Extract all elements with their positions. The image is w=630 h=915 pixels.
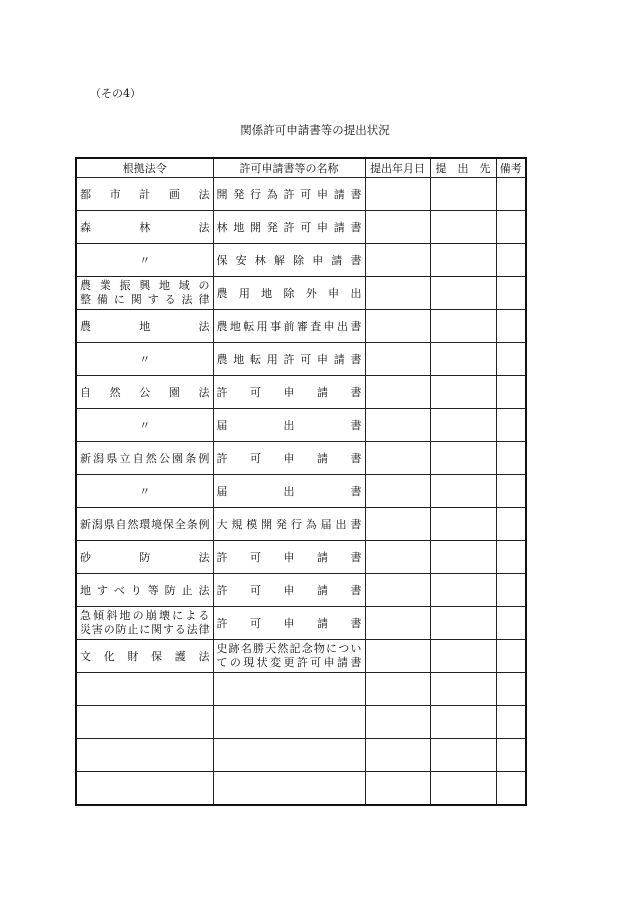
submission-date-cell <box>365 277 430 310</box>
header-remarks: 備考 <box>496 158 526 178</box>
table-row <box>76 442 526 475</box>
blank-cell <box>430 739 496 772</box>
blank-cell <box>496 706 526 739</box>
application-cell <box>213 409 365 442</box>
table-row-blank <box>76 772 526 806</box>
blank-cell <box>213 673 365 706</box>
cell-text: 許 可 申 請 書 <box>216 584 362 597</box>
blank-cell <box>365 706 430 739</box>
table-row <box>76 409 526 442</box>
cell-text: 許 可 申 請 書 <box>216 386 362 399</box>
table-header-row <box>76 158 526 178</box>
cell-text: 許 可 申 請 書 <box>216 617 362 630</box>
blank-cell <box>76 673 213 706</box>
application-cell <box>213 475 365 508</box>
cell-text: 農 地 転 用 事 前 審 査 申 出 書 <box>216 320 362 333</box>
remarks-cell <box>496 574 526 607</box>
law-cell <box>76 376 213 409</box>
law-cell: 〃 <box>76 475 213 508</box>
law-cell: 〃 <box>76 244 213 277</box>
blank-cell <box>76 772 213 806</box>
remarks-cell <box>496 277 526 310</box>
header-submitted-to: 提 出 先 <box>430 158 496 178</box>
table-row <box>76 475 526 508</box>
application-cell <box>213 508 365 541</box>
application-cell <box>213 442 365 475</box>
table-row <box>76 607 526 640</box>
blank-cell <box>365 739 430 772</box>
submission-date-cell <box>365 574 430 607</box>
cell-text: 地 す べ り 等 防 止 法 <box>80 584 210 597</box>
submission-date-cell <box>365 475 430 508</box>
law-cell: 〃 <box>76 409 213 442</box>
application-cell <box>213 343 365 376</box>
remarks-cell <box>496 343 526 376</box>
submission-date-cell <box>365 442 430 475</box>
application-cell <box>213 310 365 343</box>
cell-text: 農 地 法 <box>80 320 210 333</box>
blank-cell <box>430 772 496 806</box>
submission-date-cell <box>365 343 430 376</box>
submitted-to-cell <box>430 211 496 244</box>
cell-text: 砂 防 法 <box>80 551 210 564</box>
remarks-cell <box>496 607 526 640</box>
submitted-to-cell <box>430 409 496 442</box>
cell-text: 新 潟 県 立 自 然 公 園 条 例 <box>80 452 210 465</box>
blank-cell <box>365 772 430 806</box>
submission-date-cell <box>365 211 430 244</box>
cell-text: 新 潟 県 自 然 環 境 保 全 条 例 <box>80 518 210 531</box>
submitted-to-cell <box>430 475 496 508</box>
submission-date-cell <box>365 607 430 640</box>
cell-line: 災 害 の 防 止 に 関 す る 法 律 <box>80 623 210 636</box>
law-cell <box>76 211 213 244</box>
header-law: 根拠法令 <box>76 158 213 178</box>
remarks-cell <box>496 640 526 673</box>
cell-text: 都 市 計 画 法 <box>80 188 210 201</box>
submission-date-cell <box>365 541 430 574</box>
remarks-cell <box>496 541 526 574</box>
table-row-blank <box>76 706 526 739</box>
cell-text: 許 可 申 請 書 <box>216 452 362 465</box>
cell-text: 開 発 行 為 許 可 申 請 書 <box>216 188 362 201</box>
law-cell <box>76 574 213 607</box>
blank-cell <box>496 739 526 772</box>
table-row <box>76 211 526 244</box>
submitted-to-cell <box>430 178 496 211</box>
submitted-to-cell <box>430 508 496 541</box>
application-cell <box>213 541 365 574</box>
law-cell <box>76 541 213 574</box>
document-title: 関係許可申請書等の提出状況 <box>240 123 390 137</box>
blank-cell <box>76 706 213 739</box>
submitted-to-cell <box>430 442 496 475</box>
table-row-blank <box>76 673 526 706</box>
table-row <box>76 277 526 310</box>
remarks-cell <box>496 310 526 343</box>
blank-cell <box>365 673 430 706</box>
cell-line: 整 備 に 関 す る 法 律 <box>80 293 210 306</box>
submitted-to-cell <box>430 574 496 607</box>
submission-date-cell <box>365 409 430 442</box>
remarks-cell <box>496 376 526 409</box>
remarks-cell <box>496 178 526 211</box>
application-cell <box>213 211 365 244</box>
cell-text: 届 出 書 <box>216 419 362 432</box>
submitted-to-cell <box>430 343 496 376</box>
blank-cell <box>496 772 526 806</box>
remarks-cell <box>496 442 526 475</box>
cell-text: 森 林 法 <box>80 221 210 234</box>
application-cell <box>213 277 365 310</box>
remarks-cell <box>496 244 526 277</box>
cell-line: 急 傾 斜 地 の 崩 壊 に よ る <box>80 609 210 622</box>
blank-cell <box>76 739 213 772</box>
submitted-to-cell <box>430 244 496 277</box>
table-row <box>76 541 526 574</box>
cell-text: 文 化 財 保 護 法 <box>80 650 210 663</box>
submitted-to-cell <box>430 376 496 409</box>
submitted-to-cell <box>430 640 496 673</box>
table-row <box>76 640 526 673</box>
law-cell: 〃 <box>76 343 213 376</box>
cell-text: 届 出 書 <box>216 485 362 498</box>
header-application-name: 許可申請書等の名称 <box>213 158 365 178</box>
table-row <box>76 310 526 343</box>
blank-cell <box>430 706 496 739</box>
remarks-cell <box>496 409 526 442</box>
law-cell <box>76 607 213 640</box>
application-cell <box>213 376 365 409</box>
remarks-cell <box>496 508 526 541</box>
blank-cell <box>496 673 526 706</box>
cell-text: 保 安 林 解 除 申 請 書 <box>216 254 362 267</box>
application-cell <box>213 640 365 673</box>
table-row <box>76 178 526 211</box>
application-cell <box>213 178 365 211</box>
blank-cell <box>213 706 365 739</box>
cell-text: 自 然 公 園 法 <box>80 386 210 399</box>
table-row <box>76 574 526 607</box>
header-submission-date: 提出年月日 <box>365 158 430 178</box>
application-cell <box>213 244 365 277</box>
table-row <box>76 343 526 376</box>
submission-date-cell <box>365 640 430 673</box>
cell-line: 史 跡 名 勝 天 然 記 念 物 に つ い <box>216 642 362 655</box>
cell-line: 農 業 振 興 地 域 の <box>80 279 210 292</box>
cell-text: 許 可 申 請 書 <box>216 551 362 564</box>
cell-text: 林 地 開 発 許 可 申 請 書 <box>216 221 362 234</box>
cell-text: 農 用 地 除 外 申 出 <box>216 287 362 300</box>
blank-cell <box>213 739 365 772</box>
submitted-to-cell <box>430 541 496 574</box>
remarks-cell <box>496 475 526 508</box>
blank-cell <box>430 673 496 706</box>
submitted-to-cell <box>430 277 496 310</box>
table-row-blank <box>76 739 526 772</box>
application-cell <box>213 574 365 607</box>
law-cell <box>76 178 213 211</box>
table-row <box>76 376 526 409</box>
law-cell <box>76 508 213 541</box>
submission-date-cell <box>365 310 430 343</box>
remarks-cell <box>496 211 526 244</box>
law-cell <box>76 640 213 673</box>
cell-text: 大 規 模 開 発 行 為 届 出 書 <box>216 518 362 531</box>
submitted-to-cell <box>430 607 496 640</box>
cell-line: て の 現 状 変 更 許 可 申 請 書 <box>216 656 362 669</box>
blank-cell <box>213 772 365 806</box>
table-row <box>76 508 526 541</box>
application-cell <box>213 607 365 640</box>
submission-date-cell <box>365 244 430 277</box>
page-note: （その4） <box>90 87 141 100</box>
law-cell <box>76 277 213 310</box>
application-status-table <box>75 157 527 806</box>
law-cell <box>76 310 213 343</box>
submission-date-cell <box>365 508 430 541</box>
submission-date-cell <box>365 376 430 409</box>
cell-text: 農 地 転 用 許 可 申 請 書 <box>216 353 362 366</box>
law-cell <box>76 442 213 475</box>
table-body <box>76 178 526 806</box>
table-row <box>76 244 526 277</box>
submission-date-cell <box>365 178 430 211</box>
submitted-to-cell <box>430 310 496 343</box>
